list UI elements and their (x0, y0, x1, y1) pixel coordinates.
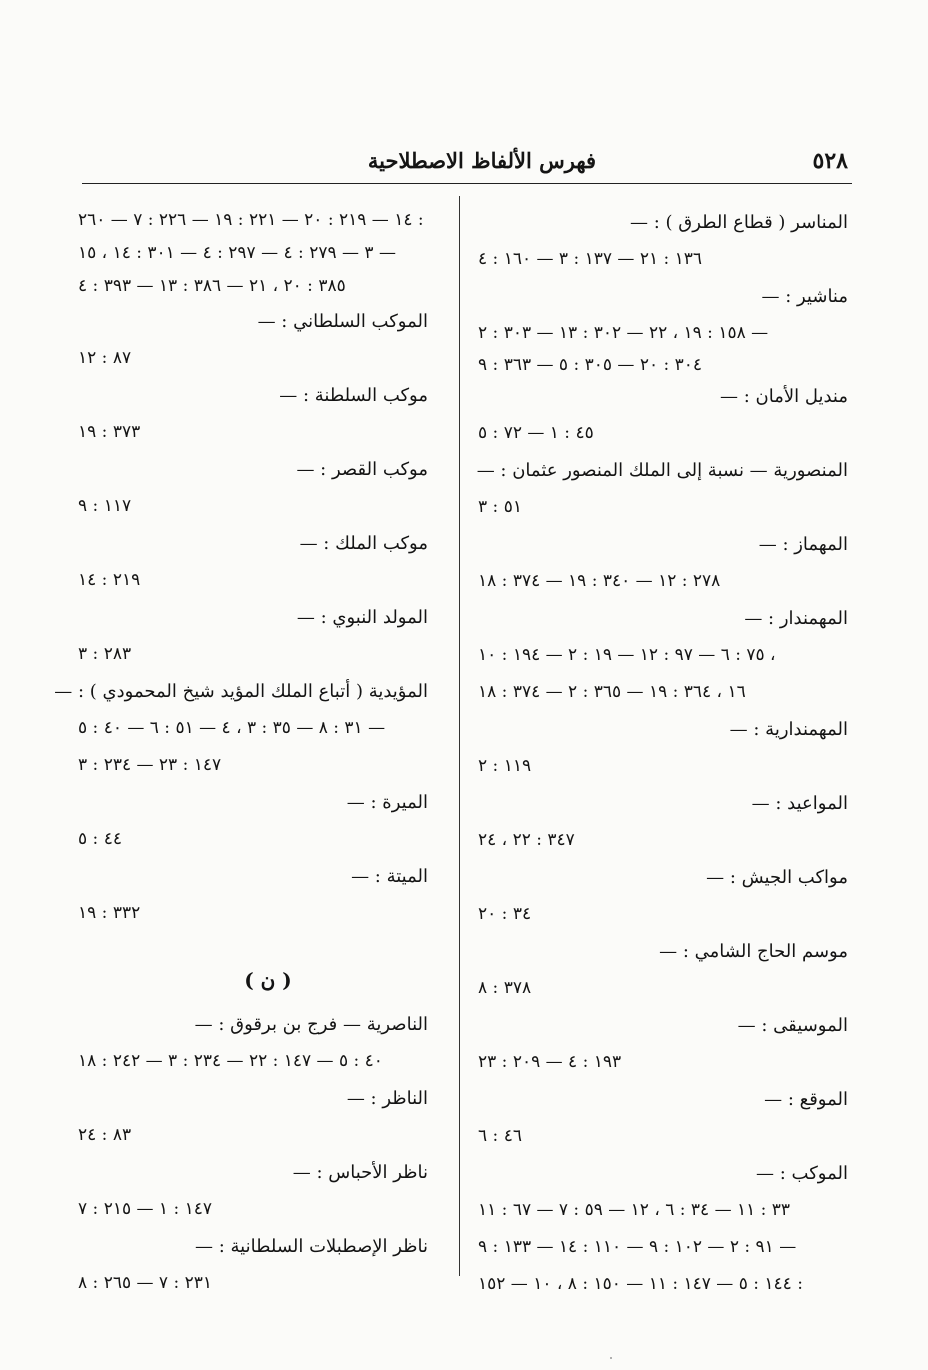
index-term: المولد النبوي : — (296, 607, 428, 628)
index-term: موسم الحاج الشامي : — (659, 941, 848, 962)
page-references: ٣١ : ٨ — ٣٥ : ٣ ، ٤ — ٥١ : ٦ — ٤٠ : ٥ — (78, 718, 386, 738)
right-column (478, 204, 848, 1303)
index-term: المواعيد : — (751, 793, 848, 814)
index-term: الموكب السلطاني : — (257, 311, 428, 332)
page-references: ٢٨٣ : ٣ (78, 644, 132, 664)
page-references: ٨٣ : ٢٤ (78, 1125, 132, 1145)
running-head (82, 146, 852, 182)
section-letter: ( ن ) (244, 968, 292, 992)
index-term: الميرة : — (346, 792, 428, 813)
page-references: ٣٣٢ : ١٩ (78, 903, 141, 923)
page-references: ٣٨٥ : ٢٠ ، ٢١ — ٣٨٦ : ١٣ — ٣٩٣ : ٤ (78, 276, 346, 296)
column-divider (459, 196, 460, 1276)
page-references: ٢١٩ : ١٤ (78, 570, 141, 590)
index-term: مواكب الجيش : — (706, 867, 848, 888)
index-term: موكب السلطنة : — (279, 385, 428, 406)
page-references: ٣٧٨ : ٨ (478, 978, 532, 998)
page-references: ١٥٨ : ١٩ ، ٢٢ — ٣٠٢ : ١٣ — ٣٠٣ : ٢ — (478, 323, 769, 343)
page-references: ٣٤٧ : ٢٢ ، ٢٤ (478, 830, 575, 850)
page-references: ٧٥ : ٦ — ٩٧ : ١٢ — ١٩ : ٢ — ١٩٤ : ١٠ ، (478, 645, 776, 665)
index-term: الموكب : — (756, 1163, 848, 1184)
index-term: المؤيدية ( أتباع الملك المؤيد شيخ المحمودي ) : — (54, 681, 428, 702)
page-number: ٥٢٨ (812, 148, 848, 174)
index-term: الموسيقى : — (737, 1015, 848, 1036)
page-references: ١٤٧ : ٢٣ — ٢٣٤ : ٣ (78, 755, 222, 775)
index-term: منديل الأمان : — (719, 386, 848, 407)
index-term: المنصورية — نسبة إلى الملك المنصور عثمان : — (476, 460, 848, 481)
page-references: ١٦ ، ٣٦٤ : ١٩ — ٣٦٥ : ٢ — ٣٧٤ : ١٨ (478, 682, 746, 702)
page-references: ١٣٦ : ٢١ — ١٣٧ : ٣ — ١٦٠ : ٤ (478, 249, 703, 269)
index-term: مناشير : — (761, 286, 848, 307)
page-references: ١١٧ : ٩ (78, 496, 132, 516)
index-term: المهمندارية : — (729, 719, 848, 740)
page-references: ٣ — ٢٧٩ : ٤ — ٢٩٧ : ٤ — ٣٠١ : ١٤ ، ١٥ — (78, 243, 396, 263)
index-term: موكب الملك : — (299, 533, 428, 554)
page-references: ٢٣١ : ٧ — ٢٦٥ : ٨ (78, 1273, 212, 1293)
page-references: ٢٧٨ : ١٢ — ٣٤٠ : ١٩ — ٣٧٤ : ١٨ (478, 571, 721, 591)
page-title: فهرس الألفاظ الاصطلاحية (367, 148, 597, 173)
index-term: الميتة : — (351, 866, 428, 887)
page-references: ٣٧٣ : ١٩ (78, 422, 141, 442)
index-term: ناظر الإصطبلات السلطانية : — (195, 1236, 428, 1257)
index-term: الناصرية — فرج بن برقوق : — (194, 1014, 428, 1035)
page-references: ٤٠ : ٥ — ١٤٧ : ٢٢ — ٢٣٤ : ٣ — ٢٤٢ : ١٨ (78, 1051, 383, 1071)
page-references: ٥١ : ٣ (478, 497, 522, 517)
page-references: ٣٠٤ : ٢٠ — ٣٠٥ : ٥ — ٣٦٣ : ٩ (478, 355, 703, 375)
page-references: ١٩٣ : ٤ — ٢٠٩ : ٢٣ (478, 1052, 622, 1072)
page-speck (610, 1357, 612, 1359)
page-references: ١١٩ : ٢ (478, 756, 532, 776)
page-references: ١٤٤ : ٥ — ١٤٧ : ١١ — ١٥٠ : ٨ ، ١٠ — ١٥٢ : (478, 1274, 803, 1294)
page-references: ٤٥ : ١ — ٧٢ : ٥ (478, 423, 594, 443)
page-references: ١٤ — ٢١٩ : ٢٠ — ٢٢١ : ١٩ — ٢٢٦ : ٧ — ٢٦٠ : (78, 210, 424, 230)
page-references: ١٤٧ : ١ — ٢١٥ : ٧ (78, 1199, 212, 1219)
page-references: ٨٧ : ١٢ (78, 348, 132, 368)
page-references: ٤٤ : ٥ (78, 829, 122, 849)
left-column (54, 204, 428, 1302)
page-references: ٣٤ : ٢٠ (478, 904, 532, 924)
page-references: ٤٦ : ٦ (478, 1126, 522, 1146)
index-term: الموقع : — (764, 1089, 848, 1110)
page-references: ٩١ : ٢ — ١٠٢ : ٩ — ١١٠ : ١٤ — ١٣٣ : ٩ — (478, 1237, 797, 1257)
index-term: المهمندار : — (744, 608, 848, 629)
index-term: المهماز : — (758, 534, 848, 555)
index-term: الناظر : — (346, 1088, 428, 1109)
index-term: ناظر الأحباس : — (292, 1162, 428, 1183)
index-term: المناسر ( قطاع الطرق ) : — (629, 212, 848, 233)
page-references: ٣٣ : ١١ — ٣٤ : ٦ ، ١٢ — ٥٩ : ٧ — ٦٧ : ١١ (478, 1200, 791, 1220)
index-term: موكب القصر : — (296, 459, 428, 480)
header-rule (82, 183, 852, 184)
